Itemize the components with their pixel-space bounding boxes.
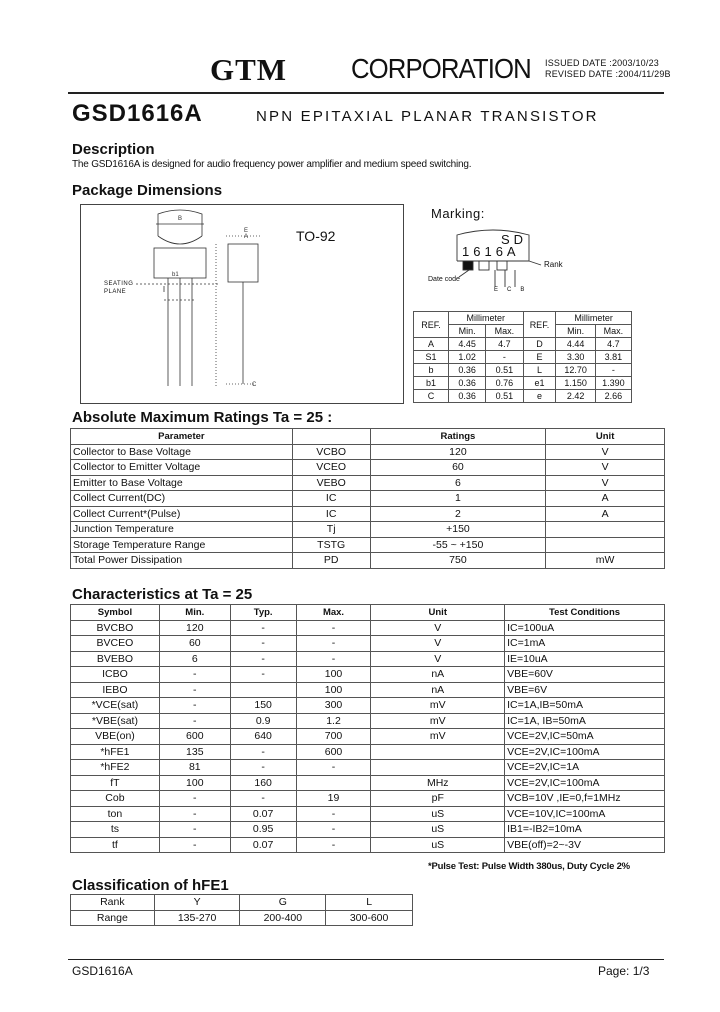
pin-e: E [494,287,508,293]
abs-max-row-cell: -55 ~ +150 [370,537,546,553]
dim-row-cell: 12.70 [556,364,595,377]
abs-header-unit: Unit [546,429,665,445]
char-row-cell: IEBO [71,682,160,698]
footer-part-number: GSD1616A [72,964,133,978]
date-code-box [463,261,473,270]
abs-max-row-cell: Collect Current*(Pulse) [71,506,293,522]
char-row-cell: IC=1A,IB=50mA [505,698,665,714]
abs-max-row [71,460,665,476]
dim-row-cell: 4.44 [556,338,595,351]
char-row-cell: - [159,682,230,698]
dim-row-cell: 1.150 [556,377,595,390]
dim-row-cell: 4.45 [449,338,486,351]
class-row-cell: Y [154,895,240,911]
abs-max-row-cell: IC [292,506,370,522]
char-row-cell: V [371,620,505,636]
char-row-cell: VCB=10V ,IE=0,f=1MHz [505,791,665,807]
char-row [71,636,665,652]
abs-max-row [71,537,665,553]
abs-max-row [71,522,665,538]
char-row-cell: IB1=-IB2=10mA [505,822,665,838]
marking-date-code-label: Date code [428,276,460,283]
char-row-cell: - [230,760,296,776]
char-row-cell: 300 [296,698,371,714]
char-row-cell: BVEBO [71,651,160,667]
dim-row [414,377,632,390]
abs-max-row-cell: V [546,444,665,460]
classification-table [70,894,413,926]
abs-header-ratings: Ratings [370,429,546,445]
char-row [71,791,665,807]
class-row-cell: 135-270 [154,910,240,926]
characteristics-heading: Characteristics at Ta = 25 [72,586,253,603]
class-row-cell: L [326,895,413,911]
characteristics-table [70,604,665,853]
dim-row-cell: b1 [414,377,449,390]
char-row-cell: 100 [296,682,371,698]
char-row-cell: Cob [71,791,160,807]
dim-row-cell: 0.51 [486,364,523,377]
char-row-cell: 600 [296,744,371,760]
abs-max-row [71,444,665,460]
char-header-unit: Unit [371,605,505,621]
char-row-cell: 135 [159,744,230,760]
class-row-cell: 300-600 [326,910,413,926]
dim-row-cell: 4.7 [486,338,523,351]
char-header-conditions: Test Conditions [505,605,665,621]
char-row-cell: 60 [159,636,230,652]
char-row-cell [230,682,296,698]
char-row [71,760,665,776]
company-name: CORPORATION [351,53,531,84]
char-row-cell: uS [371,822,505,838]
part-subtitle: NPN EPITAXIAL PLANAR TRANSISTOR [256,108,599,125]
abs-max-row-cell: 60 [370,460,546,476]
dim-row [414,364,632,377]
abs-max-row-cell: Total Power Dissipation [71,553,293,569]
issue-dates [545,58,671,80]
char-row-cell: 700 [296,729,371,745]
marking-box [497,261,507,270]
pin-c: C [507,287,521,293]
char-row-cell: V [371,636,505,652]
dim-row-cell: 3.81 [595,351,631,364]
char-row-cell: VCE=10V,IC=100mA [505,806,665,822]
dim-row-cell: 1.390 [595,377,631,390]
char-row-cell: - [296,760,371,776]
dim-row-cell: 0.76 [486,377,523,390]
char-row-cell: 640 [230,729,296,745]
char-row-cell: mV [371,729,505,745]
char-row-cell: BVCEO [71,636,160,652]
dim-row [414,390,632,403]
dim-row-cell: 1.02 [449,351,486,364]
char-row-cell: VBE(on) [71,729,160,745]
abs-max-row [71,491,665,507]
char-row [71,698,665,714]
dim-row-cell: L [523,364,556,377]
dim-row-cell: 2.66 [595,390,631,403]
abs-max-row [71,475,665,491]
abs-max-row-cell: Storage Temperature Range [71,537,293,553]
class-row-cell: Rank [71,895,155,911]
abs-max-row-cell: Collector to Emitter Voltage [71,460,293,476]
char-row-cell: - [230,667,296,683]
char-row-cell: nA [371,682,505,698]
package-side-view [228,244,258,282]
abs-max-row-cell: VCEO [292,460,370,476]
dim-header-ref: REF. [414,312,449,338]
header-divider [68,92,664,94]
char-row-cell: mV [371,698,505,714]
char-row-cell: uS [371,837,505,853]
char-row-cell: VBE=60V [505,667,665,683]
dim-header-ref: REF. [523,312,556,338]
dimension-table [413,311,632,403]
abs-max-row-cell: V [546,460,665,476]
char-row-cell: uS [371,806,505,822]
dim-row-cell: E [523,351,556,364]
char-row-cell: - [159,698,230,714]
dim-label-b: B [178,216,183,222]
char-row-cell: 6 [159,651,230,667]
abs-max-row-cell: Emitter to Base Voltage [71,475,293,491]
package-heading: Package Dimensions [72,182,223,199]
dim-label-c: C [252,382,257,388]
marking-pin-labels [494,287,533,293]
char-row-cell: - [296,806,371,822]
dim-row-cell: 0.36 [449,377,486,390]
char-row-cell: VCE=2V,IC=100mA [505,775,665,791]
abs-max-row-cell: V [546,475,665,491]
dim-sub-max: Max. [595,325,631,338]
char-row-cell: ton [71,806,160,822]
abs-header-parameter: Parameter [71,429,293,445]
char-row-cell: IC=1mA [505,636,665,652]
abs-max-row-cell: Collector to Base Voltage [71,444,293,460]
char-row-cell: IC=1A, IB=50mA [505,713,665,729]
char-row-cell: 150 [230,698,296,714]
dim-label-b1: b1 [172,272,179,278]
char-header-max: Max. [296,605,371,621]
abs-max-row [71,553,665,569]
dim-row-cell: S1 [414,351,449,364]
char-row [71,822,665,838]
char-row-cell: 100 [159,775,230,791]
char-row-cell: mV [371,713,505,729]
dim-row-cell: - [595,364,631,377]
char-row-cell: - [159,822,230,838]
dim-row-cell: C [414,390,449,403]
char-row-cell: 160 [230,775,296,791]
char-row-cell: VCE=2V,IC=50mA [505,729,665,745]
description-text: The GSD1616A is designed for audio frequency power amplifier and medium speed switching. [72,159,472,170]
classification-heading: Classification of hFE1 [72,877,229,894]
char-row [71,837,665,853]
dim-sub-min: Min. [556,325,595,338]
char-row [71,620,665,636]
dim-header-mm: Millimeter [556,312,632,325]
char-row-cell: IC=100uA [505,620,665,636]
char-row-cell: ts [71,822,160,838]
char-row-cell: *VBE(sat) [71,713,160,729]
marking-label: Marking: [431,206,485,221]
char-row-cell: 0.07 [230,806,296,822]
abs-max-row-cell: TSTG [292,537,370,553]
plane-label: PLANE [104,289,127,295]
char-row [71,682,665,698]
char-row-cell: VBE(off)=2~-3V [505,837,665,853]
char-header-symbol: Symbol [71,605,160,621]
dim-row-cell: b [414,364,449,377]
pin-b: B [520,287,534,293]
class-row-cell: 200-400 [240,910,326,926]
dim-row-cell: - [486,351,523,364]
char-row-cell: - [159,837,230,853]
seating-label: SEATING [104,281,134,287]
char-row [71,729,665,745]
char-row [71,744,665,760]
char-row-cell: 0.95 [230,822,296,838]
char-row-cell: - [296,651,371,667]
char-row-cell: 19 [296,791,371,807]
char-row-cell: nA [371,667,505,683]
char-row-cell: 0.9 [230,713,296,729]
marking-box [479,261,489,270]
char-row-cell: 100 [296,667,371,683]
abs-max-row-cell: VEBO [292,475,370,491]
abs-max-row [71,506,665,522]
char-row-cell: *hFE1 [71,744,160,760]
char-row-cell: MHz [371,775,505,791]
class-row-cell: G [240,895,326,911]
char-row [71,667,665,683]
seating-plane-label [104,280,133,296]
abs-max-row-cell: 6 [370,475,546,491]
char-row-cell: - [230,744,296,760]
revised-date: REVISED DATE :2004/11/29B [545,69,671,79]
class-row [71,895,413,911]
char-row-cell: - [296,636,371,652]
dim-row-cell: 0.36 [449,364,486,377]
class-row-cell: Range [71,910,155,926]
char-row-cell: - [230,636,296,652]
abs-max-row-cell: 1 [370,491,546,507]
dim-row-cell: 4.7 [595,338,631,351]
issued-date: ISSUED DATE :2003/10/23 [545,58,659,68]
company-logo: GTM [210,52,288,87]
marking-line1: SD [501,232,528,247]
abs-max-row-cell: Junction Temperature [71,522,293,538]
dim-row-cell: A [414,338,449,351]
marking-rank-label: Rank [544,260,563,269]
abs-max-row-cell: 750 [370,553,546,569]
part-number: GSD1616A [72,100,203,127]
abs-max-row-cell: A [546,506,665,522]
marking-diagram [425,225,555,297]
dim-label-e: E [244,228,249,234]
char-row-cell: - [230,651,296,667]
char-row [71,713,665,729]
char-header-min: Min. [159,605,230,621]
abs-max-row-cell [546,522,665,538]
char-row-cell: - [230,620,296,636]
char-row-cell: pF [371,791,505,807]
char-header-typ: Typ. [230,605,296,621]
class-row [71,910,413,926]
char-row-cell: 81 [159,760,230,776]
abs-max-row-cell: IC [292,491,370,507]
to92-drawing [80,204,402,402]
char-row-cell: - [159,806,230,822]
char-row [71,775,665,791]
char-row-cell: - [296,822,371,838]
char-row-cell: *VCE(sat) [71,698,160,714]
char-row-cell: VBE=6V [505,682,665,698]
dim-row-cell: 3.30 [556,351,595,364]
char-row-cell: VCE=2V,IC=1A [505,760,665,776]
abs-max-heading: Absolute Maximum Ratings Ta = 25 : [72,409,333,426]
char-row-cell: *hFE2 [71,760,160,776]
description-heading: Description [72,141,155,158]
abs-max-row-cell: 2 [370,506,546,522]
abs-max-row-cell: A [546,491,665,507]
char-row [71,651,665,667]
char-row-cell: - [296,837,371,853]
char-row-cell: fT [71,775,160,791]
char-row-cell: ICBO [71,667,160,683]
char-row-cell: 1.2 [296,713,371,729]
char-row-cell: tf [71,837,160,853]
abs-max-row-cell: VCBO [292,444,370,460]
package-name: TO-92 [296,228,336,244]
dim-row [414,351,632,364]
marking-line2: 1616A [462,244,520,259]
char-row-cell: IE=10uA [505,651,665,667]
char-row-cell: - [159,791,230,807]
package-body-front [154,248,206,278]
abs-header-symbol [292,429,370,445]
dim-sub-max: Max. [486,325,523,338]
dim-row-cell: e [523,390,556,403]
char-row-cell [371,744,505,760]
footer-divider [68,959,664,960]
dim-row-cell: D [523,338,556,351]
char-row-cell: 600 [159,729,230,745]
char-row-cell [296,775,371,791]
abs-max-row-cell: 120 [370,444,546,460]
char-row-cell: - [230,791,296,807]
dim-row-cell: 0.51 [486,390,523,403]
abs-max-row-cell: mW [546,553,665,569]
abs-max-table [70,428,665,569]
dim-label-a: A [244,234,249,240]
abs-max-row-cell [546,537,665,553]
char-row-cell: VCE=2V,IC=100mA [505,744,665,760]
abs-max-row-cell: Tj [292,522,370,538]
abs-max-row-cell: PD [292,553,370,569]
pulse-test-note: *Pulse Test: Pulse Width 380us, Duty Cycle 2% [428,861,630,872]
footer-page-number: Page: 1/3 [598,964,650,978]
char-row-cell: V [371,651,505,667]
dim-row [414,338,632,351]
char-row-cell: - [296,620,371,636]
dim-sub-min: Min. [449,325,486,338]
abs-max-row-cell: Collect Current(DC) [71,491,293,507]
char-row-cell [371,760,505,776]
dim-row-cell: 0.36 [449,390,486,403]
package-body-outline [158,210,202,236]
char-row-cell: 0.07 [230,837,296,853]
char-row-cell: - [159,667,230,683]
char-row-cell: 120 [159,620,230,636]
dim-row-cell: 2.42 [556,390,595,403]
dim-header-mm: Millimeter [449,312,523,325]
abs-max-row-cell: +150 [370,522,546,538]
char-row-cell: BVCBO [71,620,160,636]
char-row-cell: - [159,713,230,729]
dim-row-cell: e1 [523,377,556,390]
char-row [71,806,665,822]
